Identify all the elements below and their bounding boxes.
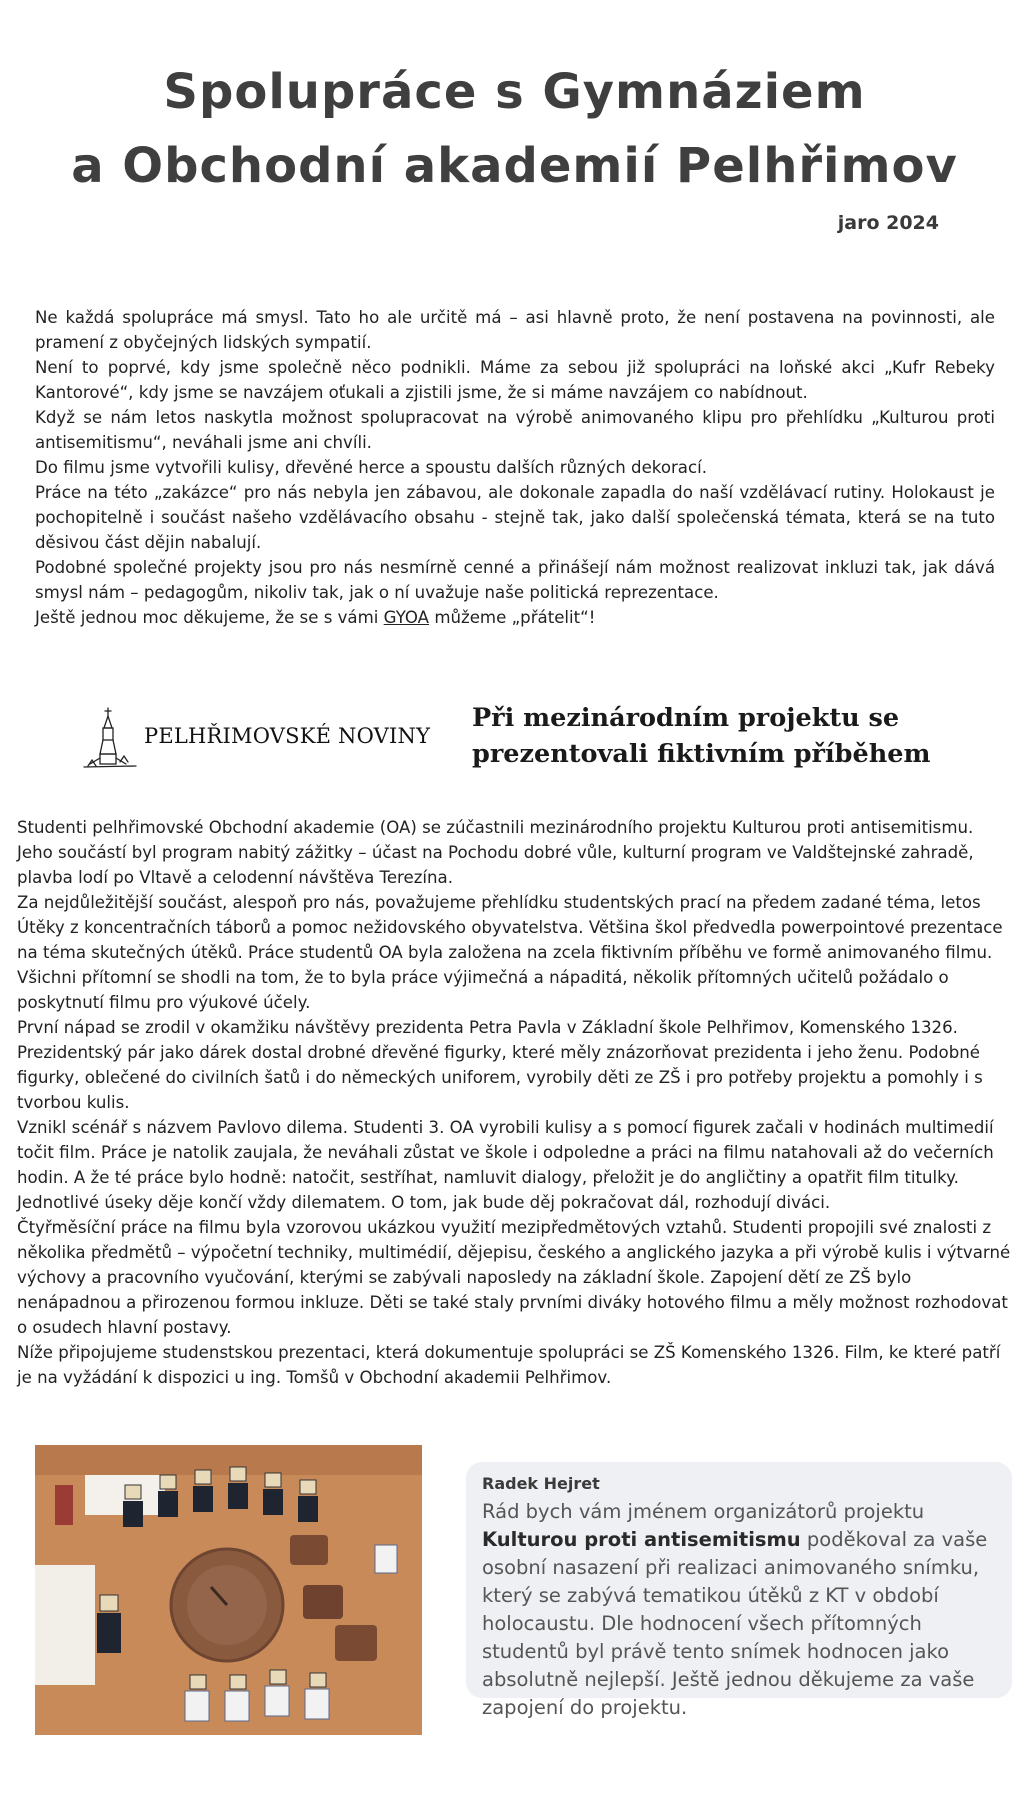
newspaper-name: PELHŘIMOVSKÉ NOVINY xyxy=(144,724,431,748)
comment-author[interactable]: Radek Hejret xyxy=(482,1474,600,1493)
title-line-1: Spolupráce s Gymnáziem xyxy=(163,64,866,120)
intro-paragraph: Ne každá spolupráce má smysl. Tato ho ale určitě má – asi hlavně proto, že není postavena na povinnosti, ale pramení z obyčejných lidských sympatií. xyxy=(35,308,995,352)
article-paragraph: Studenti pelhřimovské Obchodní akademie (OA) se zúčastnili mezinárodního projektu Kulturou proti antisemitismu. Jeho součástí byl program nabitý zážitky – účast na Pochodu dobré vůle, kulturní program ve Valdštejnské zahradě, plavba lodí po Vltavě a celodenní návštěva Terezína. xyxy=(17,818,974,887)
intro-paragraph: Do filmu jsme vytvořili kulisy, dřevěné herce a spoustu dalších různých dekorací. xyxy=(35,458,707,477)
article-paragraph: Za nejdůležitější součást, alespoň pro nás, považujeme přehlídku studentských prací na předem zadané téma, letos Útěky z koncentračních táborů a pomoc nežidovského obyvatelstva. Většina škol předvedla powerpointové prezentace na téma skutečných útěků. Práce studentů OA byla založena na zcela fiktivním příběhu ve formě animovaného filmu. Všichni přítomní se shodli na tom, že to byla práce výjimečná a nápaditá, několik přítomných učitelů požádalo o poskytnutí filmu pro výukové účely. xyxy=(17,893,1003,1012)
gyoa-link[interactable]: GYOA xyxy=(383,608,430,627)
intro-paragraph: Není to poprvé, kdy jsme společně něco podnikli. Máme za sebou již spolupráci na loňské akci „Kufr Rebeky Kantorové“, kdy jsme se navzájem oťukali a zjistili jsme, že si máme navzájem co nabídnout. xyxy=(35,358,995,402)
comment-text-span: poděkoval za vaše osobní nasazení při realizaci animovaného snímku, který se zabývá tematikou útěků z KT v období holocaustu. Dle hodnocení všech přítomných studentů byl právě tento snímek hodnocen jako absolutně nejlepší. Ještě jednou děkujeme za vaše zapojení do projektu. xyxy=(482,1528,988,1719)
photo-illustration xyxy=(35,1445,422,1735)
article-paragraph: Níže připojujeme studenstskou prezentaci, která dokumentuje spolupráci se ZŠ Komenského 1326. Film, ke které patří je na vyžádání k dispozici u ing. Tomšů v Obchodní akademii Pelhřimov. xyxy=(17,1343,1001,1387)
intro-paragraph: Podobné společné projekty jsou pro nás nesmírně cenné a přinášejí nám možnost realizovat inkluzi tak, jak dává smysl nám – pedagogům, nikoliv tak, jak o ní uvažuje naše politická reprezentace. xyxy=(35,558,995,602)
comment-text xyxy=(482,1498,992,1722)
article-paragraph: První nápad se zrodil v okamžiku návštěvy prezidenta Petra Pavla v Základní škole Pelhřimov, Komenského 1326. Prezidentský pár jako dárek dostal drobné dřevěné figurky, které měly znázorňovat prezidenta i jeho ženu. Podobné figurky, oblečené do civilních šatů i do německých uniforem, vyrobily děti ze ZŠ i pro potřeby projektu a pomohly i s tvorbou kulis. xyxy=(17,1018,983,1112)
title-line-2: a Obchodní akademií Pelhřimov xyxy=(71,138,958,194)
newspaper-logo xyxy=(82,706,431,770)
intro-text-span: Ještě jednou moc děkujeme, že se s vámi xyxy=(35,608,384,627)
date-label: jaro 2024 xyxy=(837,212,939,234)
comment-card xyxy=(466,1462,1012,1719)
intro-text xyxy=(35,305,995,630)
article-headline: Při mezinárodním projektu se prezentovali fiktivním příběhem xyxy=(472,703,931,769)
wooden-figures-photo xyxy=(35,1445,422,1735)
page-title xyxy=(0,55,1029,203)
intro-text-span: můžeme „přátelit“! xyxy=(429,608,596,627)
intro-paragraph: Když se nám letos naskytla možnost spolupracovat na výrobě animovaného klipu pro přehlídku „Kulturou proti antisemitismu“, neváhali jsme ani chvíli. xyxy=(35,408,995,452)
article-body xyxy=(17,815,1012,1390)
article-paragraph: Vznikl scénář s názvem Pavlovo dilema. Studenti 3. OA vyrobili kulisy a s pomocí figurek začali v hodinách multimedií točit film. Práce je natolik zaujala, že neváhali zůstat ve škole i odpoledne a práci na filmu natahovali až do večerních hodin. A že té práce bylo hodně: natočit, sestříhat, namluvit dialogy, přeložit je do angličtiny a opatřit film titulky. Jednotlivé úseky děje končí vždy dilematem. O tom, jak bude děj pokračovat dál, rozhodují diváci. xyxy=(17,1118,994,1212)
article-paragraph: Čtyřměsíční práce na filmu byla vzorovou ukázkou využití mezipředmětových vztahů. Studenti propojili své znalosti z několika předmětů – výpočetní techniky, multimédií, dějepisu, českého a anglického jazyka a při výrobě kulis i výtvarné výchovy a pracovního vyučování, kterými se zabývali naposledy na základní škole. Zapojení dětí ze ZŠ bylo nenápadnou a přirozenou formou inkluze. Děti se také staly prvními diváky hotového filmu a měly možnost rozhodovat o osudech hlavní postavy. xyxy=(17,1218,1011,1337)
intro-paragraph: Práce na této „zakázce“ pro nás nebyla jen zábavou, ale dokonale zapadla do naší vzdělávací rutiny. Holokaust je pochopitelně i součást našeho vzdělávacího obsahu - stejně tak, jako další společenská témata, která se na tuto děsivou část dějin nabalují. xyxy=(35,483,995,552)
comment-project-name: Kulturou proti antisemitismu xyxy=(482,1528,801,1551)
comment-text-span: Rád bych vám jménem organizátorů projektu xyxy=(482,1500,925,1523)
church-tower-icon xyxy=(82,706,140,770)
intro-paragraph xyxy=(35,605,995,630)
